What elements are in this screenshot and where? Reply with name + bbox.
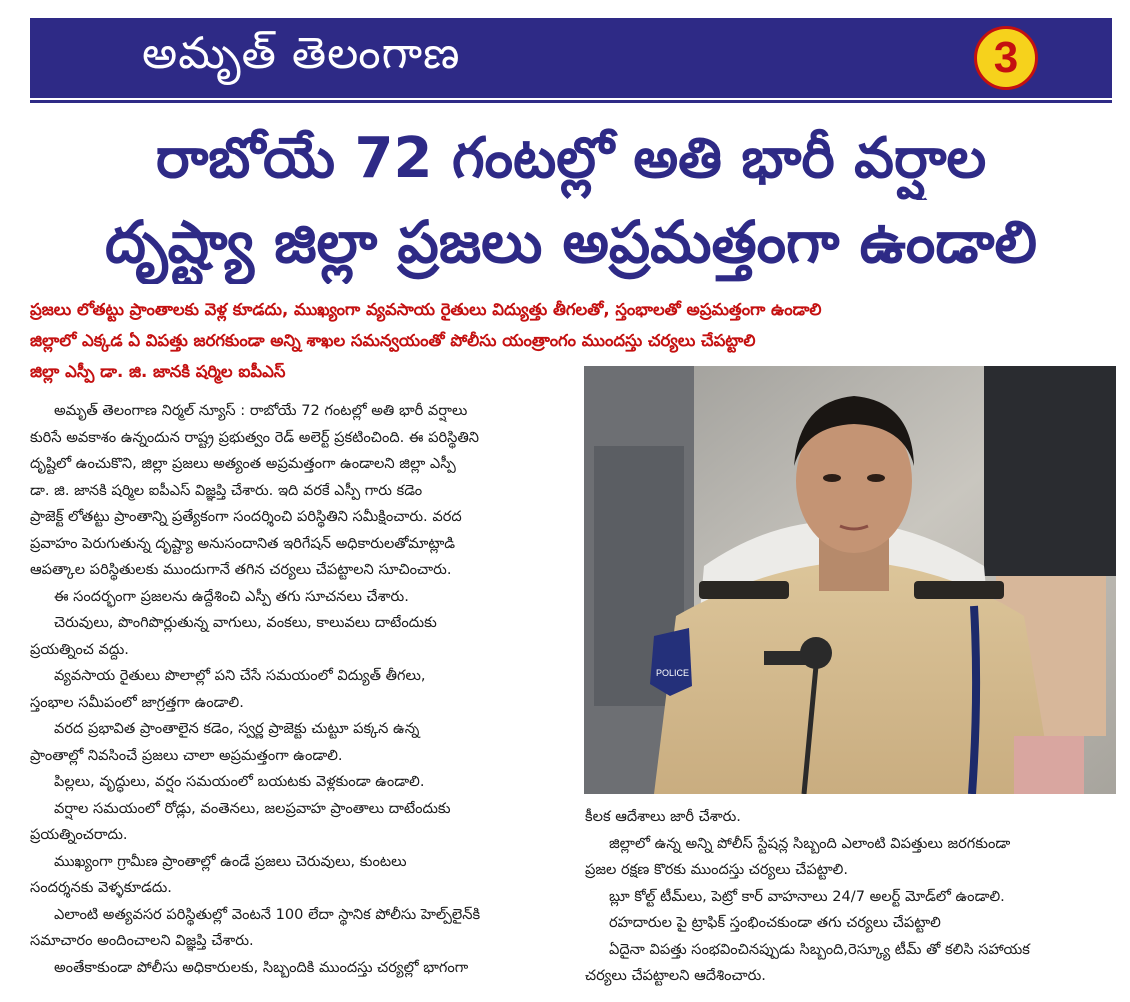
police-badge-text: POLICE (656, 668, 690, 678)
body-line: దృష్టిలో ఉంచుకొని, జిల్లా ప్రజలు అత్యంత అప్రమత్తంగా ఉండాలని జిల్లా ఎస్పీ (30, 455, 456, 472)
body-line: ఎలాంటి అత్యవసర పరిస్థితుల్లో వెంటనే 100 లేదా స్థానిక పోలీసు హెల్ప్‌లైన్‌కి (54, 905, 481, 923)
body-line: ప్రయత్నించ వద్దు. (30, 640, 129, 658)
body-line: ప్రజల రక్షణ కొరకు ముందస్తు చర్యలు చేపట్టాలి. (585, 861, 848, 878)
body-line: ప్రవాహం పెరుగుతున్న దృష్ట్యా అనుసందానిత ఇరిగేషన్ అధికారులతోమాట్లాడి (30, 534, 456, 552)
body-line: స్తంభాల సమీపంలో జాగ్రత్తగా ఉండాలి. (30, 693, 244, 711)
body-line: పిల్లలు, వృద్ధులు, వర్షం సమయంలో బయటకు వెళ్లకుండా ఉండాలి. (54, 773, 425, 790)
body-line: ఆపత్కాల పరిస్థితులకు ముందుగానే తగిన చర్యలు చేపట్టాలని సూచించారు. (30, 561, 452, 578)
subheading-1: ప్రజలు లోతట్టు ప్రాంతాలకు వెళ్ల కూడదు, ముఖ్యంగా వ్యవసాయ రైతులు విద్యుత్తు తీగలతో, స్తంభాలతో అప్రమత్తంగా ఉండాలి (30, 300, 822, 319)
newspaper-title: అమృత్ తెలంగాణ (142, 28, 461, 79)
body-line: రహదారుల పై ట్రాఫిక్ స్తంభించకుండా తగు చర్యలు చేపట్టాలి (609, 914, 941, 931)
body-line: వర్షాల సమయంలో రోడ్లు, వంతెనలు, జలప్రవాహ ప్రాంతాలు దాటేందుకు (54, 799, 451, 817)
body-line: ఏదైనా విపత్తు సంభవించినప్పుడు సిబ్బంది,రెస్క్యూ టీమ్ తో కలిసి సహాయక (609, 940, 1030, 958)
article-body-right (585, 804, 1115, 990)
body-line: చెరువులు, పొంగిపొర్లుతున్న వాగులు, వంకలు, కాలువలు దాటేందుకు (54, 614, 437, 631)
body-line: ఈ సందర్భంగా ప్రజలను ఉద్దేశించి ఎస్పీ తగు సూచనలు చేశారు. (54, 587, 409, 605)
body-line: డా. జి. జానకి షర్మిల ఐపీఎస్ విజ్ఞప్తి చేశారు. ఇది వరకే ఎస్పీ గారు కడెం (30, 481, 423, 499)
officer-photo (584, 366, 1116, 794)
byline: జిల్లా ఎస్పీ డా. జి. జానకి షర్మిల ఐపీఎస్ (30, 362, 286, 381)
body-line: ప్రయత్నించరాదు. (30, 826, 128, 843)
headline-line-1: రాబోయే 72 గంటల్లో అతి భారీ వర్షాల (155, 126, 987, 191)
body-line: వ్యవసాయ రైతులు పొలాల్లో పని చేసే సమయంలో విద్యుత్ తీగలు, (54, 667, 426, 684)
body-line: ముఖ్యంగా గ్రామీణ ప్రాంతాల్లో ఉండే ప్రజలు చెరువులు, కుంటలు (54, 852, 407, 870)
body-line: ప్రాజెక్ట్ లోతట్టు ప్రాంతాన్ని ప్రత్యేకంగా సందర్శించి పరిస్థితిని సమీక్షించారు. వరద (30, 508, 462, 525)
page-number-badge: 3 (974, 26, 1038, 90)
body-line: ప్రాంతాల్లో నివసించే ప్రజలు చాలా అప్రమత్తంగా ఉండాలి. (30, 746, 343, 764)
body-line: చర్యలు చేపట్టాలని ఆదేశించారు. (585, 967, 766, 984)
body-line: బ్లూ కోల్ట్ టీమ్‌లు, పెట్రో కార్ వాహనాలు 24/7 అలర్ట్ మోడ్‌లో ఉండాలి. (609, 887, 1005, 905)
body-line: వరద ప్రభావిత ప్రాంతాలైన కడెం, స్వర్ణ ప్రాజెక్టు చుట్టూ పక్కన ఉన్న (54, 720, 420, 737)
body-line: అమృత్ తెలంగాణ నిర్మల్ న్యూస్ : రాబోయే 72 గంటల్లో అతి భారీ వర్షాలు (54, 402, 468, 419)
body-line: సమాచారం అందించాలని విజ్ఞప్తి చేశారు. (30, 932, 254, 949)
body-line: కురిసే అవకాశం ఉన్నందున రాష్ట్ర ప్రభుత్వం రెడ్ అలెర్ట్ ప్రకటించింది. ఈ పరిస్థితిని (30, 428, 480, 446)
body-line: జిల్లాలో ఉన్న అన్ని పోలీస్ స్టేషన్ల సిబ్బంది ఎలాంటి విపత్తులు జరగకుండా (609, 834, 1011, 852)
body-line: అంతేకాకుండా పోలీసు అధికారులకు, సిబ్బందికి ముందస్తు చర్యల్లో భాగంగా (54, 958, 469, 976)
masthead (30, 18, 1112, 98)
body-line: సందర్శనకు వెళ్ళకూడదు. (30, 879, 172, 896)
masthead-divider (30, 100, 1112, 103)
headline-line-2: దృష్ట్యా జిల్లా ప్రజలు అప్రమత్తంగా ఉండాలి (105, 208, 1037, 276)
subheading-2: జిల్లాలో ఎక్కడ ఏ విపత్తు జరగకుండా అన్ని శాఖల సమన్వయంతో పోలీసు యంత్రాంగం ముందస్తు చర్యలు చేపట్టాలి (30, 331, 756, 350)
body-line: కీలక ఆదేశాలు జారీ చేశారు. (585, 808, 741, 825)
article-body-left (30, 398, 572, 981)
